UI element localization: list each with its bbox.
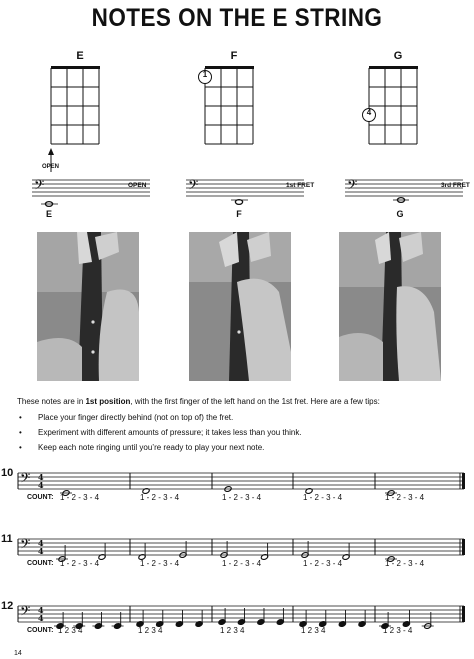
final-barline: [462, 539, 465, 555]
time-signature: 4: [38, 472, 44, 482]
bass-clef-icon: 𝄢: [20, 536, 31, 555]
finger-number: 1: [202, 70, 208, 79]
list-item: • Keep each note ringing until you’re ready to play your next note.: [17, 440, 302, 455]
intro-paragraph: These notes are in 1st position, with the first finger of the left hand on the 1st fret. Here are a few tips:: [17, 397, 380, 406]
fret-diagram-f: [194, 50, 274, 152]
count-text: 1 2 3 - 4: [383, 626, 413, 635]
count-text: 1 - 2 - 3 - 4: [140, 559, 180, 568]
list-item: • Experiment with different amounts of pressure; it takes less than you think.: [17, 425, 302, 440]
count-text: 1 2 3 4: [58, 626, 83, 635]
fret-label: OPEN: [128, 182, 147, 189]
exercise-number: 12: [1, 600, 14, 612]
count-text: 1 2 3 4: [301, 626, 326, 635]
exercise-11: [0, 533, 474, 568]
final-barline: [462, 606, 465, 622]
final-barline: [462, 473, 465, 489]
count-text: 1 - 2 - 3 - 4: [385, 559, 425, 568]
note-name-e: E: [45, 209, 52, 219]
hand-photo-f: [189, 232, 291, 381]
time-signature: 4: [38, 546, 44, 556]
fret-label: 1st FRET: [286, 182, 315, 189]
count-text: 1 - 2 - 3 - 4: [385, 493, 425, 502]
time-signature: 4: [38, 613, 44, 623]
count-text: 1 - 2 - 3 - 4: [222, 493, 262, 502]
bass-clef-icon: 𝄢: [347, 177, 358, 196]
finger-number: 4: [366, 108, 372, 117]
time-signature: 4: [38, 538, 44, 548]
diagram-note-name: E: [76, 50, 84, 62]
count-text: 1 - 2 - 3 - 4: [303, 493, 343, 502]
count-text: 1 2 3 4: [138, 626, 163, 635]
count-text: 1 2 3 4: [220, 626, 245, 635]
bass-clef-icon: 𝄢: [20, 470, 31, 489]
tips-list: [17, 410, 302, 455]
bass-clef-icon: 𝄢: [34, 177, 45, 196]
count-text: 1 - 2 - 3 - 4: [303, 559, 343, 568]
fret-grid: [40, 62, 120, 172]
fret-label: 3rd FRET: [441, 182, 470, 189]
list-item: • Place your finger directly behind (not on top of) the fret.: [17, 410, 302, 425]
page-number: 14: [14, 650, 22, 657]
count-text: 1 - 2 - 3 - 4: [140, 493, 180, 502]
exercise-number: 11: [1, 533, 13, 545]
count-label: COUNT:: [27, 627, 54, 634]
count-text: 1 - 2 - 3 - 4: [60, 493, 100, 502]
count-text: 1 - 2 - 3 - 4: [222, 559, 262, 568]
exercise-12: [0, 600, 474, 635]
bass-clef-icon: 𝄢: [188, 177, 199, 196]
exercise-number: 10: [1, 467, 14, 479]
hand-photo-e: [37, 232, 139, 381]
fret-grid: [358, 62, 438, 152]
hand-photo-g: [339, 232, 441, 381]
count-label: COUNT:: [27, 560, 54, 567]
count-text: 1 - 2 - 3 - 4: [60, 559, 100, 568]
fret-diagram-e: [40, 50, 120, 172]
exercise-10: [0, 467, 474, 502]
count-label: COUNT:: [27, 494, 54, 501]
page-title: NOTES ON THE E STRING: [91, 4, 383, 32]
time-signature: 4: [38, 605, 44, 615]
bass-clef-icon: 𝄢: [20, 603, 31, 622]
fret-diagram-g: [358, 50, 438, 152]
note-name-f: F: [236, 209, 242, 219]
diagram-note-name: F: [230, 50, 238, 62]
diagram-note-name: G: [393, 50, 403, 62]
note-name-g: G: [396, 209, 404, 219]
open-label: OPEN: [42, 164, 60, 170]
time-signature: 4: [38, 480, 44, 490]
